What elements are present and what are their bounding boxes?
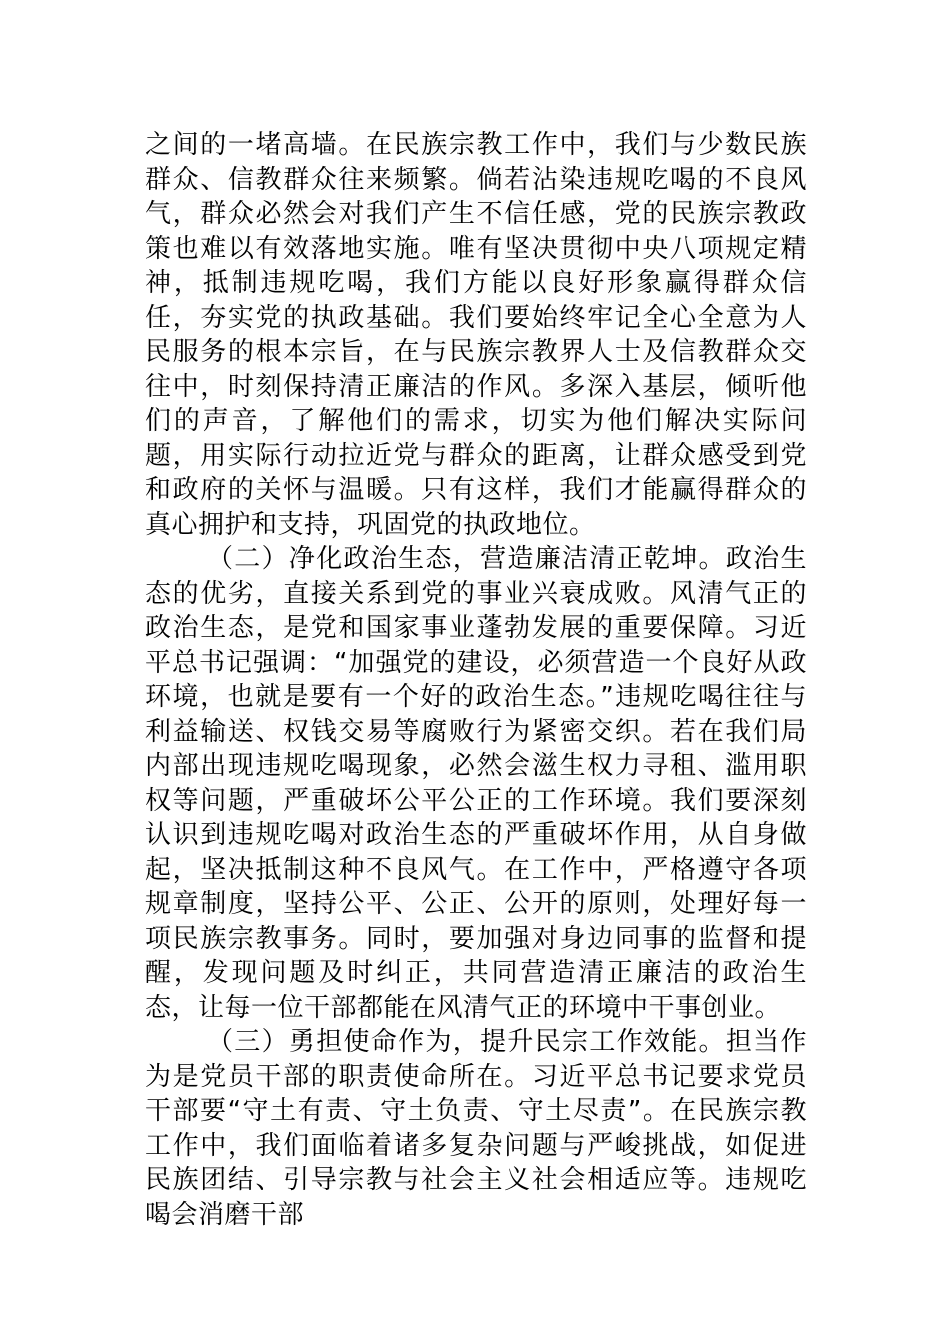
document-body — [145, 128, 807, 1232]
paragraph-section-3: （三）勇担使命作为，提升民宗工作效能。担当作为是党员干部的职责使命所在。习近平总书记要求党员干部要“守土有责、守土负责、守土尽责”。在民族宗教工作中，我们面临着诸多复杂问题与严峻挑战，如促进民族团结、引导宗教与社会主义社会相适应等。违规吃喝会消磨干部 — [145, 1027, 807, 1230]
paragraph-section-2: （二）净化政治生态，营造廉洁清正乾坤。政治生态的优劣，直接关系到党的事业兴衰成败。风清气正的政治生态，是党和国家事业蓬勃发展的重要保障。习近平总书记强调：“加强党的建设，必须营造一个良好从政环境，也就是要有一个好的政治生态。”违规吃喝往往与利益输送、权钱交易等腐败行为紧密交织。若在我们局内部出现违规吃喝现象，必然会滋生权力寻租、滥用职权等问题，严重破坏公平公正的工作环境。我们要深刻认识到违规吃喝对政治生态的严重破坏作用，从自身做起，坚决抵制这种不良风气。在工作中，严格遵守各项规章制度，坚持公平、公正、公开的原则，处理好每一项民族宗教事务。同时，要加强对身边同事的监督和提醒，发现问题及时纠正，共同营造清正廉洁的政治生态，让每一位干部都能在风清气正的环境中干事创业。 — [145, 544, 807, 1023]
paragraph-continuation: 之间的一堵高墙。在民族宗教工作中，我们与少数民族群众、信教群众往来频繁。倘若沾染违规吃喝的不良风气，群众必然会对我们产生不信任感，党的民族宗教政策也难以有效落地实施。唯有坚决贯彻中央八项规定精神，抵制违规吃喝，我们方能以良好形象赢得群众信任，夯实党的执政基础。我们要始终牢记全心全意为人民服务的根本宗旨，在与民族宗教界人士及信教群众交往中，时刻保持清正廉洁的作风。多深入基层，倾听他们的声音，了解他们的需求，切实为他们解决实际问题，用实际行动拉近党与群众的距离，让群众感受到党和政府的关怀与温暖。只有这样，我们才能赢得群众的真心拥护和支持，巩固党的执政地位。 — [145, 130, 807, 540]
